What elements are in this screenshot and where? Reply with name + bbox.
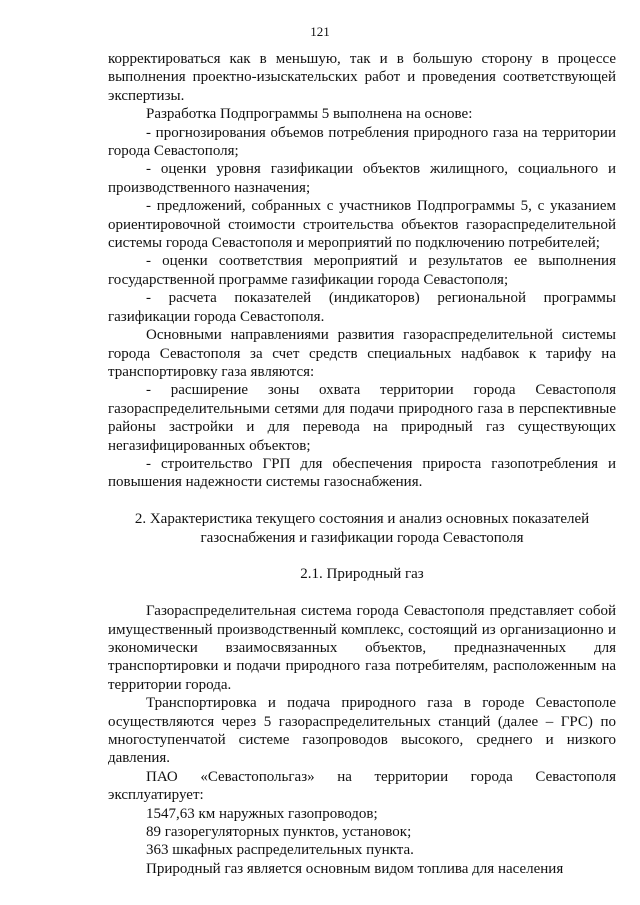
page-number: 121	[310, 24, 330, 39]
list-item: 363 шкафных распределительных пункта.	[146, 842, 414, 859]
paragraph: Газораспределительная система города Севастополя представляет собой имущественный производственный комплекс, состоящий из организационно и экономически взаимосвязанных объектов, предназначенных для транспортировки и подачи природного газа потребителям, расположенным на территории города.	[108, 603, 616, 693]
subsection-heading: 2.1. Природный газ	[300, 566, 424, 583]
list-item: - предложений, собранных с участников Подпрограммы 5, с указанием ориентировочной стоимости строительства объектов газораспределительной системы города Севастополя и мероприятий по подключению потребителей;	[108, 198, 616, 252]
paragraph: Разработка Подпрограммы 5 выполнена на основе:	[146, 106, 473, 123]
list-item: - оценки соответствия мероприятий и результатов ее выполнения государственной программе газификации города Севастополя;	[108, 253, 616, 288]
document-body	[108, 50, 616, 878]
list-item: - прогнозирования объемов потребления природного газа на территории города Севастополя;	[108, 124, 616, 160]
list-item: - строительство ГРП для обеспечения прироста газопотребления и повышения надежности системы газоснабжения.	[108, 455, 616, 491]
paragraph: корректироваться как в меньшую, так и в большую сторону в процессе выполнения проектно-изыскательских работ и проведения соответствующей экспертизы.	[108, 51, 616, 104]
paragraph: Основными направлениями развития газораспределительной системы города Севастополя за счет средств специальных надбавок к тарифу на транспортировку газа являются:	[108, 327, 616, 380]
list-item: 1547,63 км наружных газопроводов;	[146, 805, 378, 822]
section-heading: 2. Характеристика текущего состояния и анализ основных показателей газоснабжения и газификации города Севастополя	[134, 511, 590, 546]
paragraph: Транспортировка и подача природного газа в городе Севастополе осуществляются через 5 газораспределительных станций (далее – ГРС) по многоступенчатой системе газопроводов высокого, среднего и низкого давления.	[108, 695, 616, 767]
list-item: - расчета показателей (индикаторов) региональной программы газификации города Севастополя.	[108, 290, 616, 325]
list-item: - расширение зоны охвата территории города Севастополя газораспределительными сетями для подачи природного газа в перспективные районы застройки и для перевода на природный газ существующих негазифицированных объектов;	[108, 382, 616, 454]
paragraph: Природный газ является основным видом топлива для населения	[146, 860, 564, 877]
list-item: 89 газорегуляторных пунктов, установок;	[146, 824, 412, 841]
list-item: - оценки уровня газификации объектов жилищного, социального и производственного назначения;	[108, 161, 616, 196]
paragraph: ПАО «Севастопольгаз» на территории города Севастополя эксплуатирует:	[108, 768, 616, 804]
